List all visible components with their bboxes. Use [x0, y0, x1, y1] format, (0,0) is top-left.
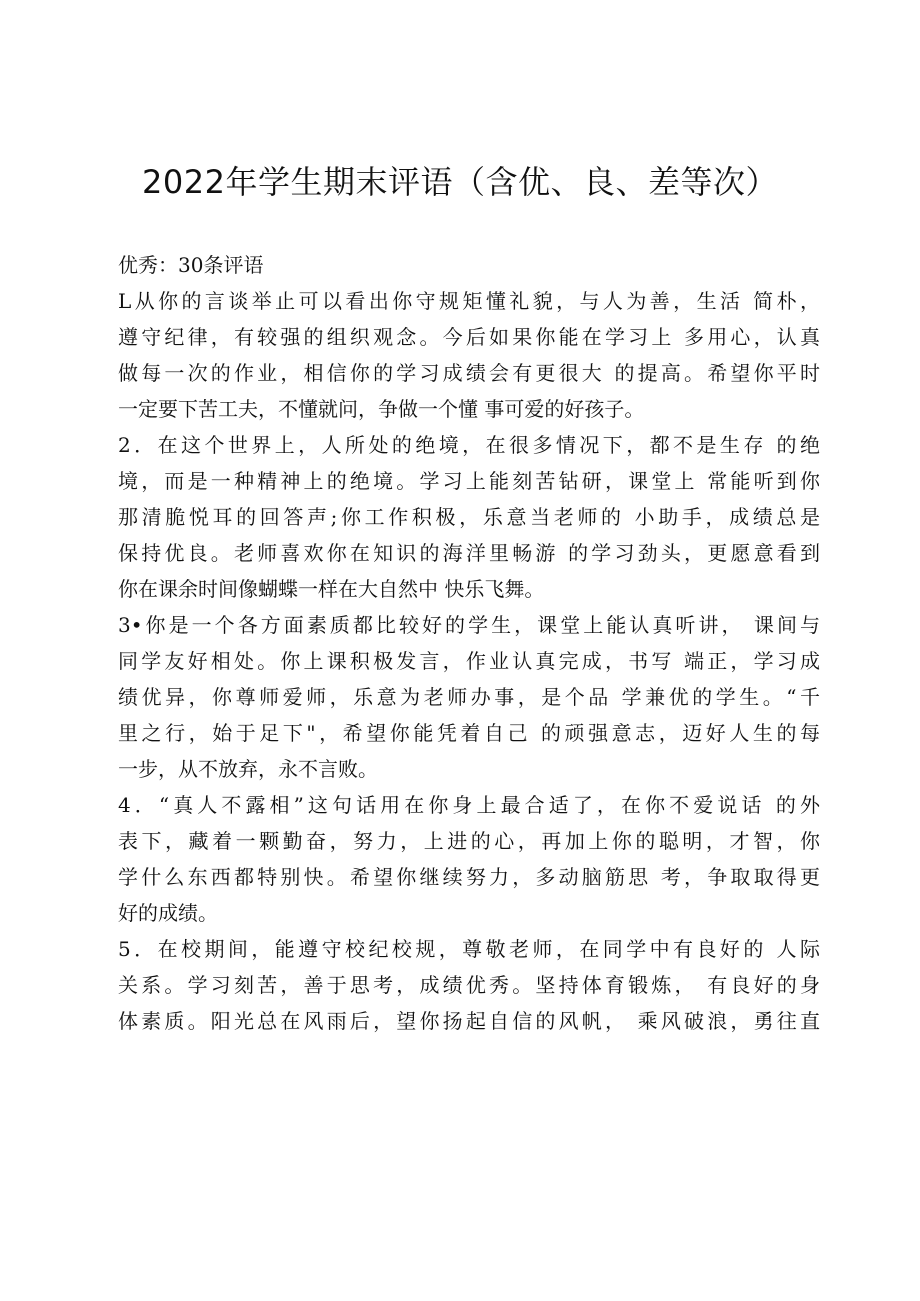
- comment-paragraph-1: [118, 283, 820, 427]
- comment-paragraph-2: [118, 427, 820, 607]
- text-line: 那清脆悦耳的回答声;你工作积极，乐意当老师的 小助手，成绩总是: [118, 505, 820, 529]
- text-line: 体素质。阳光总在风雨后，望你扬起自信的风帆， 乘风破浪，勇往直: [118, 1009, 820, 1033]
- text-line: 好的成绩。: [118, 901, 218, 925]
- text-line: 绩优异，你尊师爱师，乐意为老师办事，是个品 学兼优的学生。“千: [118, 685, 820, 709]
- section-heading: 优秀：30条评语: [118, 253, 264, 277]
- document-body: [118, 247, 820, 1039]
- text-line: 4．“真人不露相”这句话用在你身上最合适了，在你不爱说话 的外: [118, 793, 820, 817]
- comment-paragraph-5: [118, 931, 820, 1039]
- text-line: 2．在这个世界上，人所处的绝境，在很多情况下，都不是生存 的绝: [118, 433, 820, 457]
- text-line: 3•你是一个各方面素质都比较好的学生，课堂上能认真听讲， 课间与: [118, 613, 820, 637]
- text-line: 做每一次的作业，相信你的学习成绩会有更很大 的提高。希望你平时: [118, 361, 820, 385]
- text-line: L从你的言谈举止可以看出你守规矩懂礼貌，与人为善，生活 简朴，: [118, 289, 820, 313]
- text-line: 你在课余时间像蝴蝶一样在大自然中 快乐飞舞。: [118, 577, 545, 601]
- text-line: 境，而是一种精神上的绝境。学习上能刻苦钻研，课堂上 常能听到你: [118, 469, 820, 493]
- comment-paragraph-3: [118, 607, 820, 787]
- text-line: 表下，藏着一颗勤奋，努力，上进的心，再加上你的聪明，才智，你: [118, 829, 820, 853]
- text-line: 一步，从不放弃，永不言败。: [118, 757, 378, 781]
- text-line: 关系。学习刻苦，善于思考，成绩优秀。坚持体育锻炼， 有良好的身: [118, 973, 820, 997]
- text-line: 5．在校期间，能遵守校纪校规，尊敬老师，在同学中有良好的 人际: [118, 937, 820, 961]
- text-line: 里之行，始于足下"，希望你能凭着自己 的顽强意志，迈好人生的每: [118, 721, 820, 745]
- text-line: 保持优良。老师喜欢你在知识的海洋里畅游 的学习劲头，更愿意看到: [118, 541, 820, 565]
- comment-paragraph-4: [118, 787, 820, 931]
- text-line: 学什么东西都特别快。希望你继续努力，多动脑筋思 考，争取取得更: [118, 865, 820, 889]
- text-line: 一定要下苦工夫，不懂就问，争做一个懂 事可爱的好孩子。: [118, 397, 645, 421]
- document-title: 2022年学生期末评语（含优、良、差等次）: [142, 163, 778, 201]
- text-line: 遵守纪律，有较强的组织观念。今后如果你能在学习上 多用心，认真: [118, 325, 820, 349]
- text-line: 同学友好相处。你上课积极发言，作业认真完成，书写 端正，学习成: [118, 649, 820, 673]
